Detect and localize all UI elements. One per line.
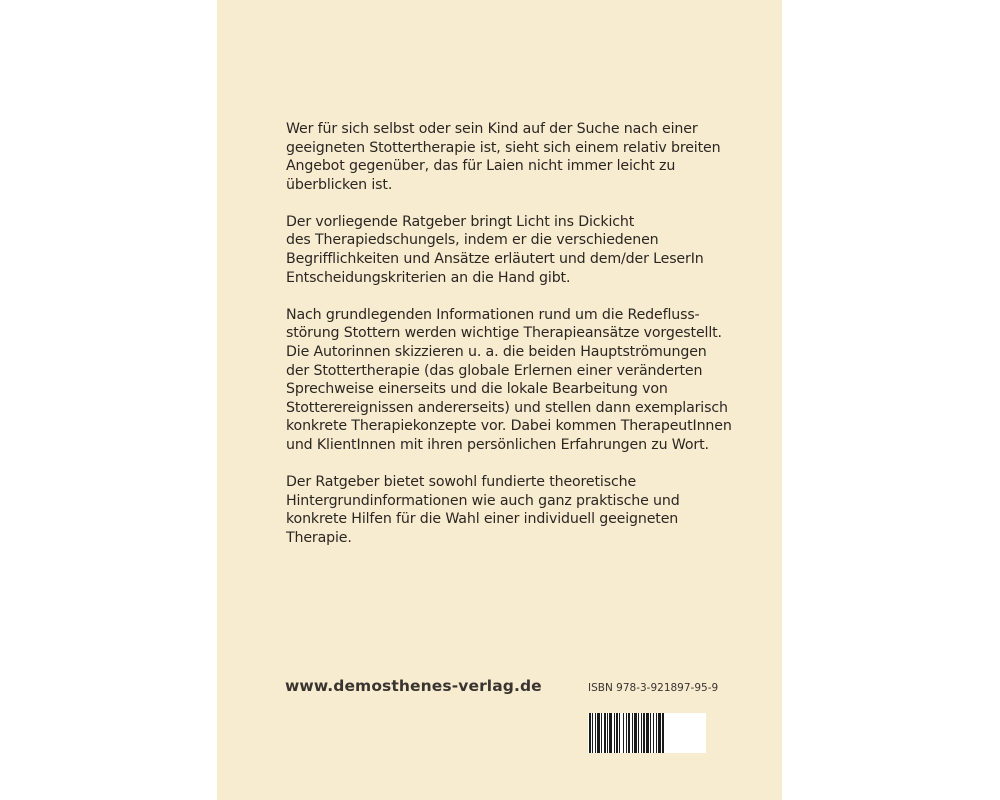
back-cover — [217, 0, 782, 800]
blurb-line: der Stottertherapie (das globale Erlernen einer veränderten — [286, 362, 703, 379]
blurb-line: Die Autorinnen skizzieren u. a. die beiden Hauptströmungen — [286, 343, 707, 360]
blurb-line: Sprechweise einerseits und die lokale Bearbeitung von — [286, 381, 668, 398]
blurb-paragraph — [286, 120, 726, 194]
blurb-paragraph — [286, 473, 726, 547]
blurb-line: Entscheidungskriterien an die Hand gibt. — [286, 269, 571, 286]
blurb-line: des Therapiedschungels, indem er die verschiedenen — [286, 232, 659, 249]
barcode-icon — [588, 713, 706, 753]
blurb-line: störung Stottern werden wichtige Therapieansätze vorgestellt. — [286, 325, 722, 342]
publisher-website: www.demosthenes-verlag.de — [285, 677, 542, 695]
blurb-line: Hintergrundinformationen wie auch ganz praktische und — [286, 492, 680, 509]
blurb-paragraph — [286, 306, 732, 455]
blurb-line: geeigneten Stottertherapie ist, sieht sich einem relativ breiten — [286, 139, 721, 156]
blurb-line: Der vorliegende Ratgeber bringt Licht ins Dickicht — [286, 213, 635, 230]
blurb-line: Der Ratgeber bietet sowohl fundierte theoretische — [286, 474, 637, 490]
blurb-line: Therapie. — [286, 529, 352, 546]
blurb-line: Nach grundlegenden Informationen rund um die Redefluss- — [286, 306, 700, 323]
isbn-label: ISBN 978-3-921897-95-9 — [588, 682, 719, 694]
blurb-paragraph — [286, 213, 726, 287]
blurb-line: konkrete Therapiekonzepte vor. Dabei kommen TherapeutInnen — [286, 418, 732, 435]
blurb-line: überblicken ist. — [286, 176, 393, 193]
blurb-line: Begrifflichkeiten und Ansätze erläutert und dem/der LeserIn — [286, 251, 704, 268]
blurb-line: konkrete Hilfen für die Wahl einer individuell geeigneten — [286, 511, 679, 528]
blurb-line: und KlientInnen mit ihren persönlichen Erfahrungen zu Wort. — [286, 436, 709, 453]
blurb-text — [286, 120, 732, 566]
blurb-line: Angebot gegenüber, das für Laien nicht immer leicht zu — [286, 158, 676, 175]
blurb-line: Wer für sich selbst oder sein Kind auf der Suche nach einer — [286, 121, 698, 137]
blurb-line: Stotterereignissen andererseits) und stellen dann exemplarisch — [286, 399, 728, 416]
